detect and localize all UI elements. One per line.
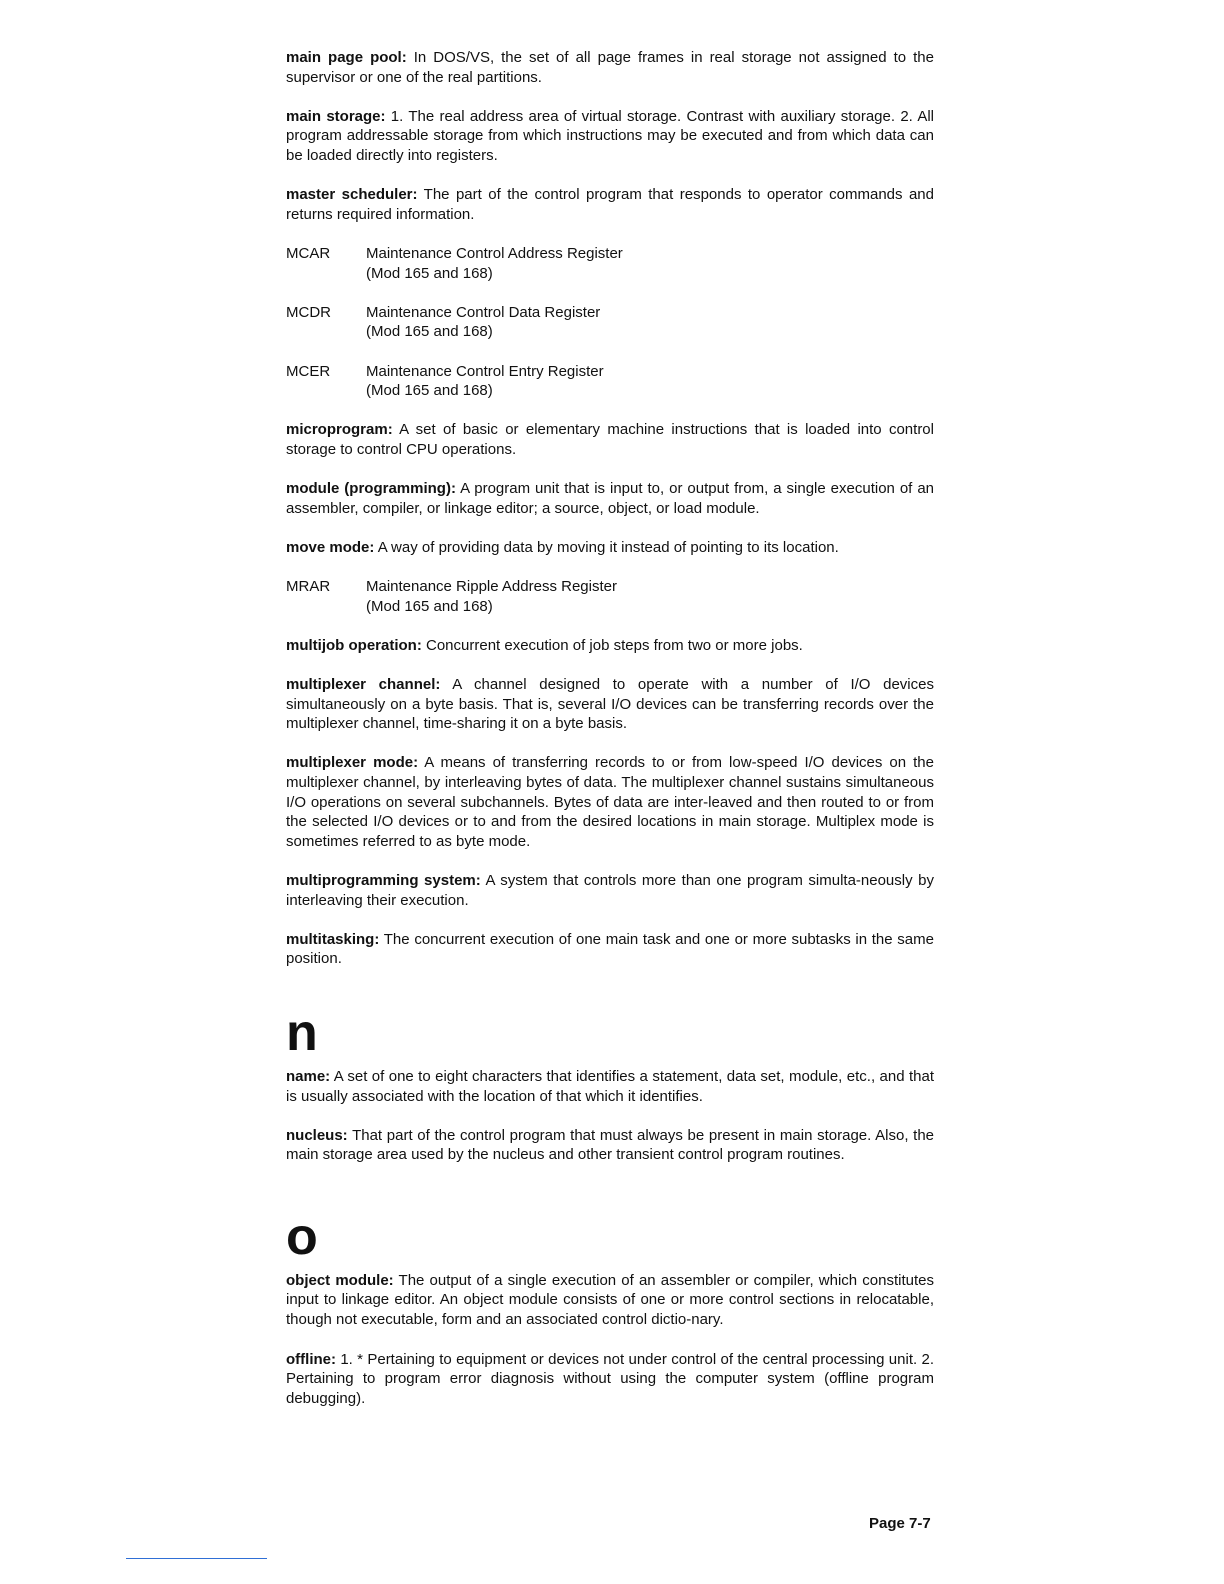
glossary-definition: A program unit that is input to, or output from, a single execution of an assembler, compiler, or linkage editor; a source, object, or load module. — [286, 480, 934, 517]
glossary-term: main storage: — [286, 107, 386, 125]
glossary-entry — [286, 420, 934, 459]
section-letter-n: n — [286, 1003, 318, 1062]
glossary-entry — [286, 107, 934, 166]
glossary-entry — [286, 1126, 934, 1165]
glossary-definition: A set of basic or elementary machine instructions that is loaded into control storage to control CPU operations. — [286, 421, 934, 458]
abbreviation-expansion: Maintenance Control Entry Register — [366, 362, 604, 380]
abbreviation-note: (Mod 165 and 168) — [366, 597, 493, 615]
glossary-definition: That part of the control program that must always be present in main storage. Also, the main storage area used by the nucleus and other transient control program routines. — [286, 1126, 934, 1164]
glossary-entry — [286, 479, 934, 518]
footer-rule — [126, 1558, 267, 1559]
abbreviation-expansion: Maintenance Control Address Register — [366, 244, 623, 262]
abbreviation-entry — [286, 577, 934, 616]
glossary-definition: A way of providing data by moving it instead of pointing to its location. — [374, 538, 839, 556]
glossary-definition: In DOS/VS, the set of all page frames in real storage not assigned to the supervisor or one of the real partitions. — [286, 49, 934, 86]
glossary-term: multiplexer channel: — [286, 676, 441, 693]
glossary-definition: 1. The real address area of virtual storage. Contrast with auxiliary storage. 2. All program addressable storage from which instructions may be executed and from which data can be loaded directly into registers. — [286, 107, 934, 164]
glossary-entry — [286, 871, 934, 910]
glossary-entry — [286, 185, 934, 224]
glossary-term: multiprogramming system: — [286, 871, 481, 889]
abbreviation-definition — [366, 244, 623, 283]
glossary-entry — [286, 675, 934, 734]
glossary-entry — [286, 538, 934, 558]
glossary-definition: The concurrent execution of one main task and one or more subtasks in the same position. — [286, 930, 934, 968]
glossary-term: master scheduler: — [286, 186, 418, 204]
abbreviation-note: (Mod 165 and 168) — [366, 323, 493, 341]
abbreviation-entry — [286, 303, 934, 342]
glossary-entry — [286, 1350, 934, 1409]
glossary-definition: A means of transferring records to or from low-speed I/O devices on the multiplexer channel, by interleaving bytes of data. The multiplexer channel sustains simultaneous I/O operations on several subchannels. Bytes of data are inter-leaved and then routed to or from the selected I/O devices or to and from the desired locations in main storage. Multiplex mode is sometimes referred to as byte mode. — [286, 754, 934, 850]
glossary-term: nucleus: — [286, 1126, 348, 1144]
abbreviation-definition — [366, 577, 617, 616]
glossary-term: name: — [286, 1067, 331, 1085]
glossary-definition: Concurrent execution of job steps from two or more jobs. — [421, 636, 803, 654]
abbreviation: MCDR — [286, 303, 331, 321]
abbreviation-entry — [286, 244, 934, 283]
glossary-term: main page pool: — [286, 49, 407, 66]
section-letter-o: o — [286, 1207, 318, 1266]
glossary-definition: The part of the control program that responds to operator commands and returns required information. — [286, 186, 934, 223]
glossary-term: multitasking: — [286, 930, 380, 948]
abbreviation-note: (Mod 165 and 168) — [366, 382, 493, 400]
glossary-entry — [286, 1271, 934, 1330]
glossary-page — [286, 48, 934, 1428]
glossary-definition: A set of one to eight characters that identifies a statement, data set, module, etc., and that is usually associated with the location of that which it identifies. — [286, 1067, 934, 1105]
abbreviation: MCER — [286, 362, 331, 380]
abbreviation: MCAR — [286, 244, 331, 262]
glossary-term: object module: — [286, 1271, 394, 1289]
glossary-entry — [286, 930, 934, 969]
abbreviation-expansion: Maintenance Ripple Address Register — [366, 578, 617, 596]
glossary-entry — [286, 753, 934, 851]
glossary-definition: A channel designed to operate with a number of I/O devices simultaneously on a byte basis. That is, several I/O devices can be transferring records over the multiplexer channel, time-sharing it on a byte basis. — [286, 676, 934, 733]
glossary-entry — [286, 636, 934, 656]
glossary-term: move mode: — [286, 538, 375, 556]
glossary-term: microprogram: — [286, 421, 393, 439]
abbreviation-definition — [366, 303, 600, 342]
page-number: Page 7-7 — [869, 1515, 931, 1532]
glossary-definition: The output of a single execution of an assembler or compiler, which constitutes input to linkage editor. An object module consists of one or more control sections in relocatable, though not executable, form and an associated control dictio-nary. — [286, 1271, 935, 1329]
glossary-entry — [286, 48, 934, 87]
abbreviation-definition — [366, 362, 604, 401]
glossary-term: offline: — [286, 1350, 336, 1368]
glossary-entry — [286, 1067, 934, 1106]
abbreviation: MRAR — [286, 578, 331, 596]
abbreviation-note: (Mod 165 and 168) — [366, 264, 493, 282]
abbreviation-entry — [286, 362, 934, 401]
glossary-term: module (programming): — [286, 480, 456, 498]
glossary-term: multijob operation: — [286, 636, 422, 654]
glossary-definition: 1. * Pertaining to equipment or devices not under control of the central processing unit. 2. Pertaining to program error diagnosis without using the computer system (offline program debugging). — [286, 1350, 934, 1407]
abbreviation-expansion: Maintenance Control Data Register — [366, 303, 601, 321]
glossary-term: multiplexer mode: — [286, 754, 419, 772]
glossary-definition: A system that controls more than one program simulta-neously by interleaving their execution. — [286, 871, 935, 909]
